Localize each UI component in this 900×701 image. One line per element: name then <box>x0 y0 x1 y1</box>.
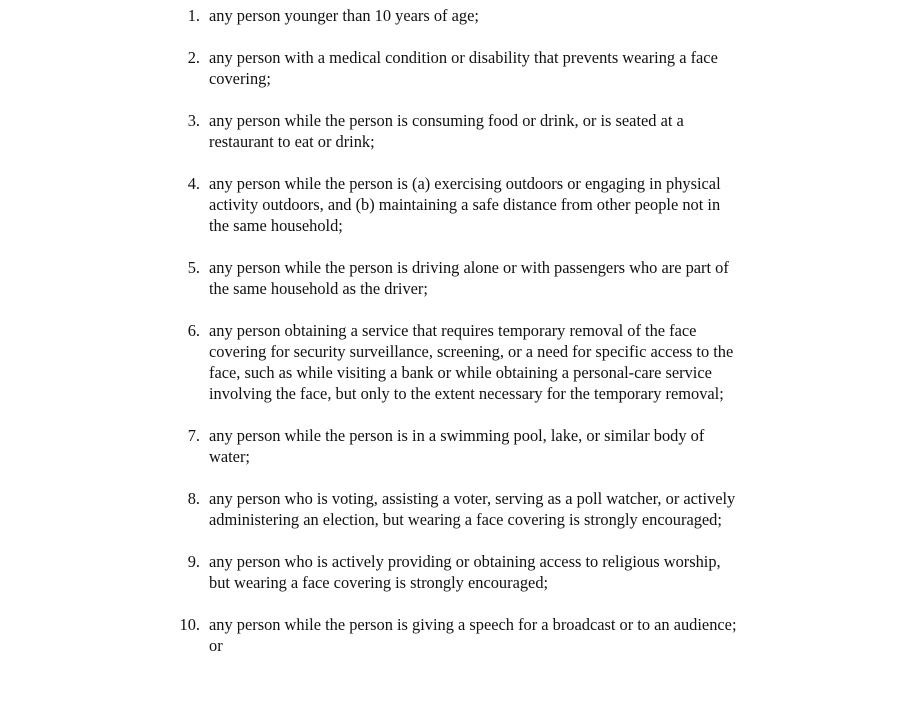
item-text: any person while the person is consuming food or drink, or is seated at a restaurant to eat or drink; <box>209 111 684 151</box>
item-number: 6. <box>187 321 200 340</box>
list-item <box>0 320 740 404</box>
item-number: 4. <box>187 174 200 193</box>
list-item <box>0 488 740 530</box>
item-text: any person while the person is (a) exercising outdoors or engaging in physical activity outdoors, and (b) maintaining a safe distance from other people not in the same household; <box>209 174 721 235</box>
list-item <box>0 5 740 26</box>
list-item <box>0 257 740 299</box>
item-text: any person with a medical condition or disability that prevents wearing a face covering; <box>209 48 718 88</box>
item-number: 8. <box>187 489 200 508</box>
item-number: 10. <box>179 615 200 634</box>
list-item <box>0 614 740 656</box>
item-text: any person while the person is driving alone or with passengers who are part of the same household as the driver; <box>209 258 729 298</box>
item-number: 5. <box>187 258 200 277</box>
list-item <box>0 47 740 89</box>
list-item <box>0 425 740 467</box>
item-number: 9. <box>187 552 200 571</box>
item-number: 2. <box>187 48 200 67</box>
list-item <box>0 173 740 236</box>
item-number: 7. <box>187 426 200 445</box>
item-number: 3. <box>187 111 200 130</box>
list-item <box>0 110 740 152</box>
list-item <box>0 551 740 593</box>
item-text: any person while the person is in a swimming pool, lake, or similar body of water; <box>209 426 705 466</box>
item-text: any person who is voting, assisting a voter, serving as a poll watcher, or actively administering an election, but wearing a face covering is strongly encouraged; <box>209 489 736 529</box>
exemption-list <box>0 5 900 677</box>
item-text: any person obtaining a service that requires temporary removal of the face covering for security surveillance, screening, or a need for specific access to the face, such as while visiting a bank or while obtaining a personal-care service involving the face, but only to the extent necessary for the temporary removal; <box>209 321 734 403</box>
item-text: any person younger than 10 years of age; <box>209 6 479 25</box>
item-text: any person who is actively providing or obtaining access to religious worship, but wearing a face covering is strongly encouraged; <box>209 552 721 592</box>
item-text: any person while the person is giving a speech for a broadcast or to an audience; or <box>209 615 737 655</box>
item-number: 1. <box>187 6 200 25</box>
